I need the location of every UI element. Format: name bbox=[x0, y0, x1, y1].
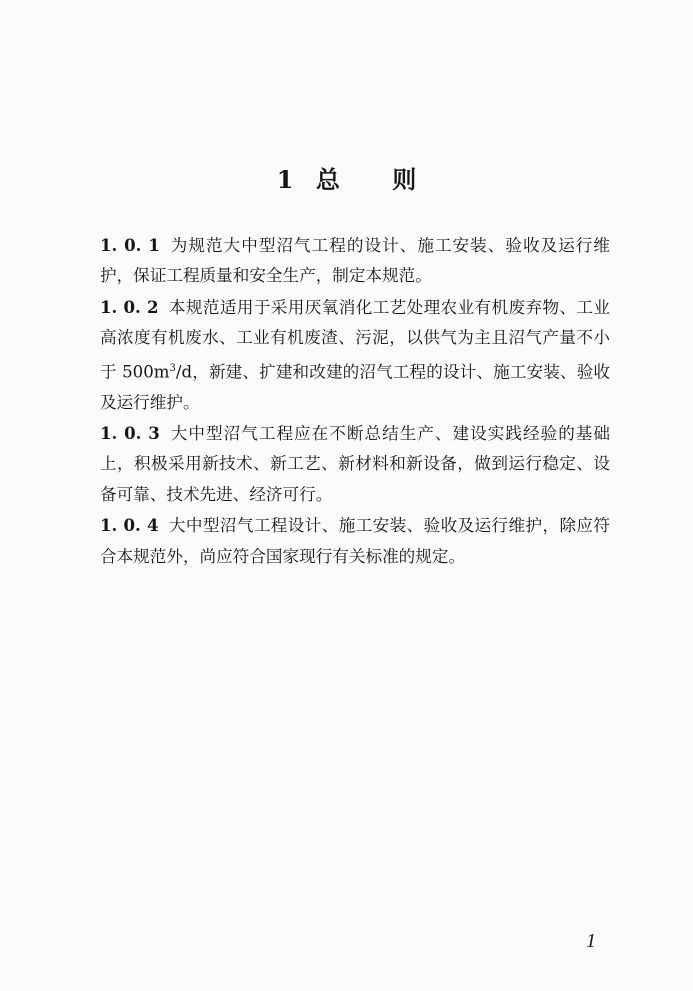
clause-superscript: 3 bbox=[169, 362, 176, 374]
clause-number: 1. 0. 3 bbox=[100, 422, 160, 443]
clause-number: 1. 0. 4 bbox=[100, 515, 159, 536]
clause-number: 1. 0. 1 bbox=[100, 235, 160, 255]
clause-1-0-3 bbox=[100, 418, 610, 510]
clause-1-0-2 bbox=[100, 292, 610, 418]
chapter-title-char-2: 则 bbox=[392, 165, 417, 194]
clause-text-part-1: 本规范适用于采用厌氧消化工艺处理农业有机废弃物、工业高浓度有机废水、工业有机废渣、污泥，以供气为主且沼气产量不小于 500m bbox=[100, 297, 611, 382]
chapter-title bbox=[0, 160, 693, 195]
clause-text: 为规范大中型沼气工程的设计、施工安装、验收及运行维护，保证工程质量和安全生产，制定本规范。 bbox=[100, 236, 610, 286]
clause-text-part-2: /d，新建、扩建和改建的沼气工程的设计、施工安装、验收及运行维护。 bbox=[100, 362, 610, 412]
clause-text: 大中型沼气工程设计、施工安装、验收及运行维护，除应符合本规范外，尚应符合国家现行有关标准的规定。 bbox=[100, 516, 611, 566]
clause-text: 大中型沼气工程应在不断总结生产、建设实践经验的基础上，积极采用新技术、新工艺、新材料和新设备，做到运行稳定、设备可靠、技术先进、经济可行。 bbox=[100, 423, 610, 504]
page-number: 1 bbox=[586, 930, 596, 952]
clause-1-0-1 bbox=[100, 230, 610, 292]
clause-number: 1. 0. 2 bbox=[100, 296, 159, 317]
chapter-title-char-1: 总 bbox=[315, 165, 340, 194]
chapter-body bbox=[100, 230, 610, 572]
chapter-number: 1 bbox=[276, 165, 294, 194]
clause-1-0-4 bbox=[100, 510, 610, 572]
